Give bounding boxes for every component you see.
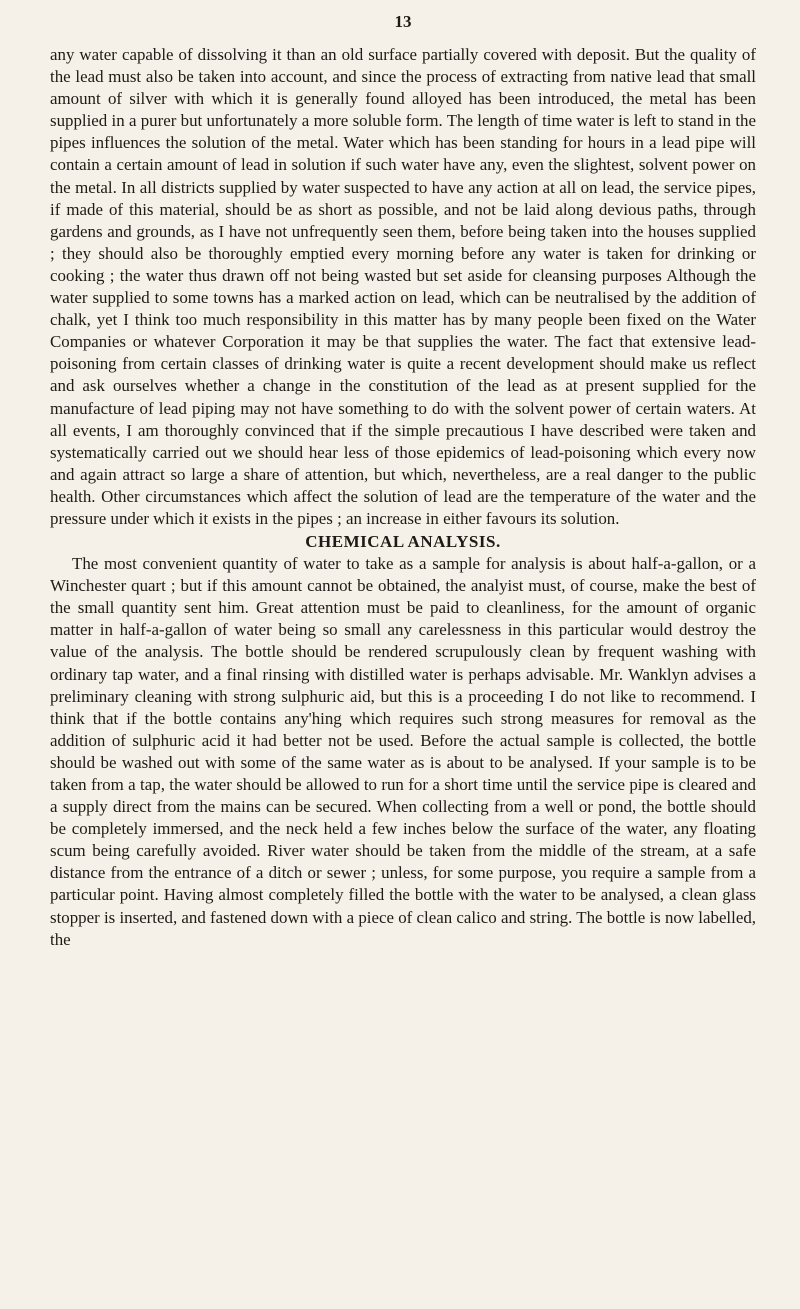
section-heading: CHEMICAL ANALYSIS. xyxy=(305,532,501,552)
paragraph-lead-solution: any water capable of dissolving it than an old surface partially covered with deposit. But the quality of the lead must also be taken into account, and since the process of extracting from native lead that small amount of silver with which it is generally found alloyed has been introduced, the metal has been supplied in a purer but unfortunately a more soluble form. The length of time water is left to stand in the pipes influences the solution of the metal. Water which has been standing for hours in a lead pipe will contain a certain amount of lead in solution if such water have any, even the slightest, solvent power on the metal. In all districts supplied by water suspected to have any action at all on lead, the service pipes, if made of this material, should be as short as possible, and not be laid along devious paths, through gardens and grounds, as I have not unfrequently seen them, before being taken into the houses supplied ; they should also be thoroughly emptied every morning before any water is taken for drinking or cooking ; the water thus drawn off not being wasted but set aside for cleansing purposes Although the water supplied to some towns has a marked action on lead, which can be neutralised by the addition of chalk, yet I think too much responsibility in this matter has by many people been fixed on the Water Companies or whatever Corporation it may be that supplies the water. The fact that extensive lead-poisoning from certain classes of drinking water is quite a recent development should make us reflect and ask ourselves whether a change in the constitution of the lead as at present supplied for the manufacture of lead piping may not have something to do with the solvent power of certain waters. At all events, I am thoroughly convinced that if the simple precautious I have described were taken and systematically carried out we should hear less of those epidemics of lead-poisoning which every now and again attract so large a share of attention, but which, nevertheless, are a real danger to the public health. Other circumstances which affect the solution of lead are the temperature of the water and the pressure under which it exists in the pipes ; an increase in either favours its solution. xyxy=(50,45,756,528)
paragraph-chemical-analysis: The most convenient quantity of water to take as a sample for analysis is about half-a-gallon, or a Winchester quart ; but if this amount cannot be obtained, the analyist must, of course, make the best of the small quantity sent him. Great attention must be paid to cleanliness, for the amount of organic matter in half-a-gallon of water being so small any carelessness in this particular would destroy the value of the analysis. The bottle should be rendered scrupulously clean by frequent washing with ordinary tap water, and a final rinsing with distilled water is perhaps advisable. Mr. Wanklyn advises a preliminary cleaning with strong sulphuric aid, but this is a proceeding I do not like to recommend. I think that if the bottle contains any'hing which requires such strong measures for removal as the addition of sulphuric acid it had better not be used. Before the actual sample is collected, the bottle should be washed out with some of the same water as is about to be analysed. If your sample is to be taken from a tap, the water should be allowed to run for a short time until the service pipe is cleared and a supply direct from the mains can be secured. When collecting from a well or pond, the bottle should be completely immersed, and the neck held a few inches below the surface of the water, any floating scum being carefully avoided. River water should be taken from the middle of the stream, at a safe distance from the entrance of a ditch or sewer ; unless, for some purpose, you require a sample from a particular point. Having almost completely filled the bottle with the water to be analysed, a clean glass stopper is inserted, and fastened down with a piece of clean calico and string. The bottle is now labelled, the xyxy=(50,554,756,949)
page-number: 13 xyxy=(394,12,412,31)
